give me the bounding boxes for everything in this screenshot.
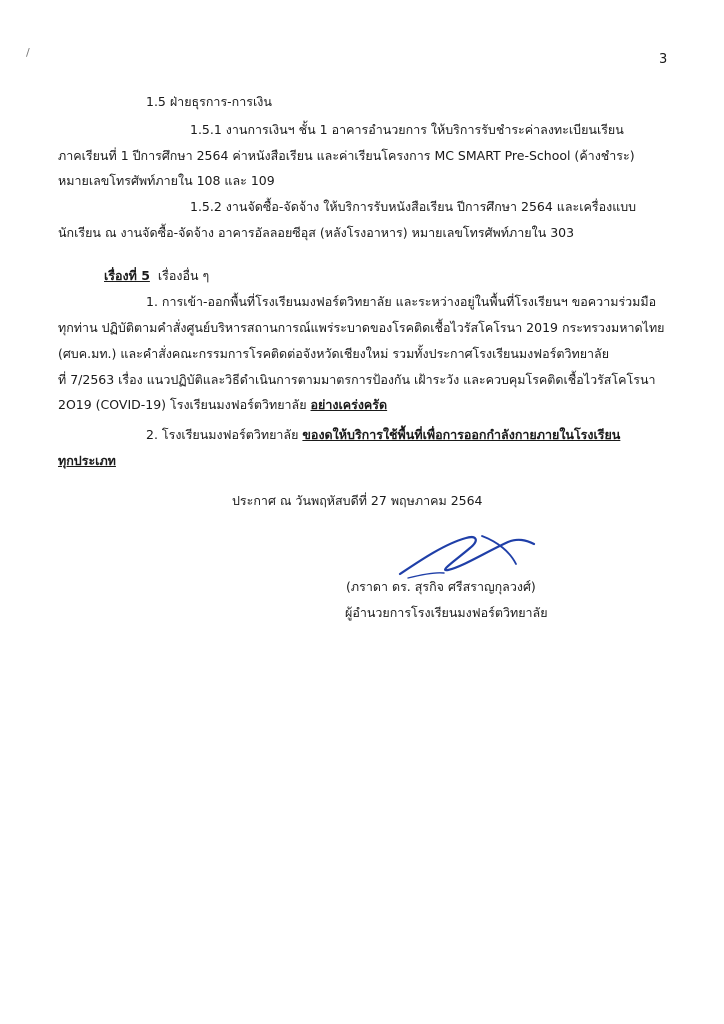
topic-5-para1-line4: ที่ 7/2563 เรื่อง แนวปฏิบัติและวิธีดำเนินการตามมาตรการป้องกัน เฝ้าระวัง และควบคุมโรคติดเชื้อไวรัสโคโรนา (58, 372, 656, 387)
item-1-5-1-line2: ภาคเรียนที่ 1 ปีการศึกษา 2564 ค่าหนังสือเรียน และค่าเรียนโครงการ MC SMART Pre-School (ค้างชำระ) (58, 148, 635, 163)
emphasis-all-types: ทุกประเภท (58, 453, 116, 468)
item-1-5-2-line1: 1.5.2 งานจัดซื้อ-จัดจ้าง ให้บริการรับหนังสือเรียน ปีการศึกษา 2564 และเครื่องแบบ (190, 199, 637, 214)
topic-5-para1-line5-text: 2O19 (COVID-19) โรงเรียนมงฟอร์ตวิทยาลัย (58, 397, 307, 412)
topic-5-para2-prefix: 2. โรงเรียนมงฟอร์ตวิทยาลัย (146, 427, 299, 442)
topic-5-heading (104, 268, 209, 284)
emphasis-suspend-exercise: ของดให้บริการใช้พื้นที่เพื่อการออกกำลังกายภายในโรงเรียน (302, 427, 621, 442)
topic-5-para1-line2: ทุกท่าน ปฏิบัติตามคำสั่งศูนย์บริหารสถานการณ์แพร่ระบาดของโรคติดเชื้อไวรัสโคโรนา 2019 กระทรวงมหาดไทย (58, 320, 665, 335)
topic-5-para2-line2 (58, 453, 116, 469)
section-heading-1-5: 1.5 ฝ่ายธุรการ-การเงิน (146, 94, 272, 109)
item-1-5-1-line3: หมายเลขโทรศัพท์ภายใน 108 และ 109 (58, 173, 275, 188)
topic-5-para2-line1 (146, 427, 620, 443)
item-1-5-2-line2: นักเรียน ณ งานจัดซื้อ-จัดจ้าง อาคารอัลลอยซีอุส (หลังโรงอาหาร) หมายเลขโทรศัพท์ภายใน 303 (58, 225, 575, 240)
topic-5-para1-line1: 1. การเข้า-ออกพื้นที่โรงเรียนมงฟอร์ตวิทยาลัย และระหว่างอยู่ในพื้นที่โรงเรียนฯ ขอความร่วมมือ (146, 294, 657, 309)
topic-5-para1-line3: (ศบค.มท.) และคำสั่งคณะกรรมการโรคติดต่อจังหวัดเชียงใหม่ รวมทั้งประกาศโรงเรียนมงฟอร์ตวิทยาลัย (58, 346, 610, 361)
topic-5-label: เรื่องที่ 5 (104, 268, 150, 283)
signatory-name: (ภราดา ดร. สุรกิจ ศรีสราญกุลวงศ์) (346, 579, 536, 594)
announcement-date: ประกาศ ณ วันพฤหัสบดีที่ 27 พฤษภาคม 2564 (232, 493, 483, 508)
emphasis-strictly: อย่างเคร่งครัด (310, 397, 388, 412)
topic-5-para1-line5 (58, 397, 387, 413)
item-1-5-1-line1: 1.5.1 งานการเงินฯ ชั้น 1 อาคารอำนวยการ ให้บริการรับชำระค่าลงทะเบียนเรียน (190, 122, 624, 137)
margin-mark: / (26, 46, 30, 59)
topic-5-title: เรื่องอื่น ๆ (157, 268, 210, 283)
signatory-position: ผู้อำนวยการโรงเรียนมงฟอร์ตวิทยาลัย (345, 605, 548, 620)
page-number: 3 (659, 52, 668, 67)
